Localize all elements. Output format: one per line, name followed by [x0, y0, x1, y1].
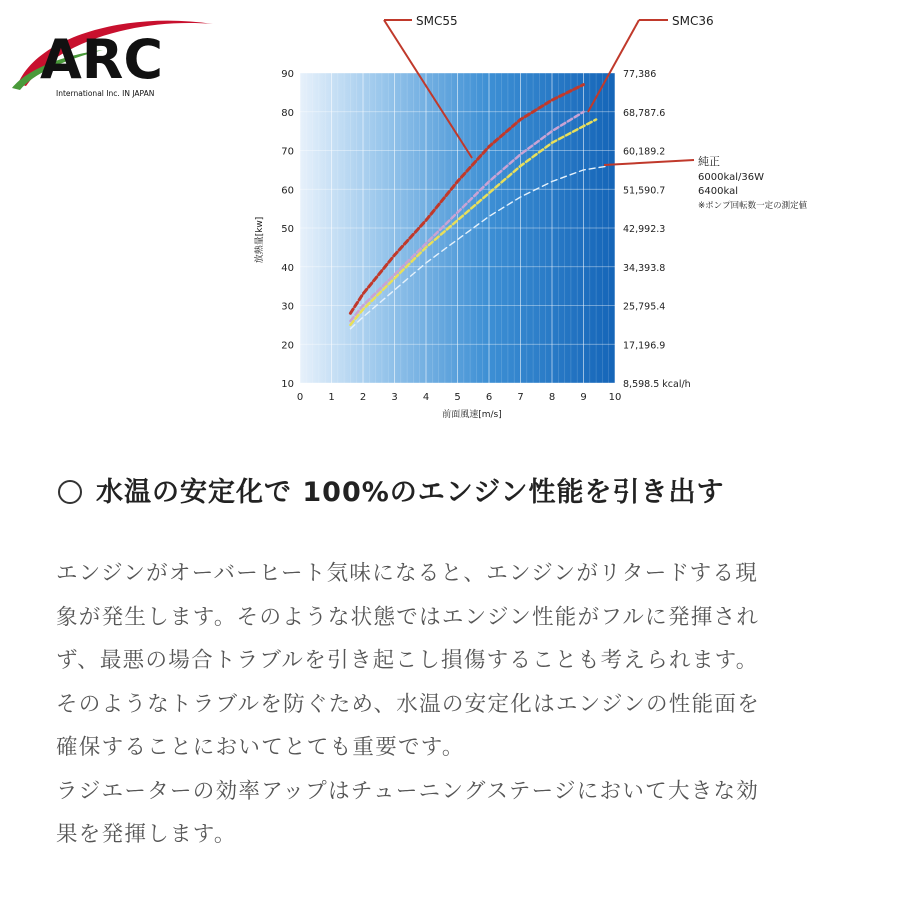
x-tick-label: 9: [580, 392, 587, 403]
x-tick-label: 10: [608, 392, 622, 403]
stock-note: ※ポンプ回転数一定の測定値: [698, 201, 808, 211]
x-tick-label: 0: [296, 392, 304, 403]
x-axis-label: 前面風速[m/s]: [442, 410, 502, 420]
body-line: 象が発生します。そのような状態ではエンジン性能がフルに発揮され: [56, 604, 760, 630]
y-tick-label: 40: [281, 262, 294, 274]
y-tick-label: 10: [281, 379, 294, 390]
smc55-label: SMC55: [416, 14, 458, 28]
x-tick-label: 8: [548, 392, 556, 403]
x-tick-label: 5: [454, 392, 461, 403]
x-tick-label: 3: [391, 392, 398, 403]
right-tick-label: 17,196.9: [623, 340, 666, 352]
right-tick-label: 68,787.6: [623, 107, 666, 119]
right-tick-label: 25,795.4: [623, 301, 666, 313]
x-tick-label: 6: [485, 392, 493, 403]
body-line: 確保することにおいてとても重要です。: [56, 735, 465, 760]
body-line: エンジンがオーバーヒート気味になると、エンジンがリタードする現: [56, 561, 759, 586]
stock-line2: 6400kal: [698, 186, 738, 197]
right-tick-label: 34,393.8: [623, 262, 666, 274]
x-tick-label: 4: [422, 392, 430, 403]
body-line: そのようなトラブルを防ぐため、水温の安定化はエンジンの性能面を: [56, 691, 761, 717]
x-tick-label: 2: [359, 392, 367, 403]
y-tick-label: 20: [281, 340, 294, 352]
right-tick-label: 77,386: [623, 69, 657, 80]
right-tick-label: 8,598.5 kcal/h: [623, 379, 691, 390]
y-axis-label: 放熱量[kw]: [255, 216, 265, 264]
y-tick-label: 90: [281, 69, 294, 80]
y-tick-label: 30: [281, 301, 294, 313]
y-tick-label: 50: [281, 224, 294, 235]
body-line: ラジエーターの効率アップはチューニングステージにおいて大きな効: [56, 778, 760, 804]
stock-leader: [604, 160, 694, 165]
smc36-label: SMC36: [672, 14, 714, 28]
y-tick-label: 60: [281, 185, 294, 197]
right-tick-label: 60,189.2: [623, 146, 666, 158]
section-heading: [58, 470, 878, 509]
y-tick-label: 80: [281, 107, 294, 119]
x-tick-label: 1: [328, 392, 335, 403]
stock-label: 純正: [698, 155, 720, 168]
logo-subtext: International Inc. IN JAPAN: [56, 89, 155, 98]
right-tick-label: 51,590.7: [623, 185, 666, 197]
heat-dissipation-chart: [0, 0, 900, 440]
description: [56, 552, 856, 857]
logo-text: ARC: [40, 28, 164, 91]
right-tick-label: 42,992.3: [623, 224, 666, 235]
y-tick-label: 70: [281, 146, 294, 158]
x-tick-label: 7: [517, 392, 524, 403]
body-line: 果を発揮します。: [56, 822, 237, 847]
circle-icon: [58, 480, 82, 504]
body-line: ず、最悪の場合トラブルを引き起こし損傷することも考えられます。: [56, 648, 759, 673]
stock-line1: 6000kal/36W: [698, 172, 764, 183]
heading-text: 水温の安定化で 100%のエンジン性能を引き出す: [96, 477, 725, 508]
